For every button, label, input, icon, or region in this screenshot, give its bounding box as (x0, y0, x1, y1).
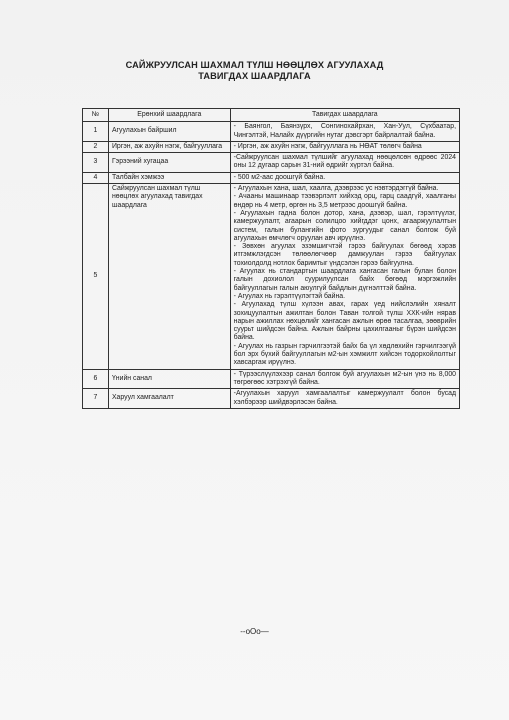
table-row (83, 153, 460, 173)
detail-paragraph: - Баянгол, Баянзүрх, Сонгинохайрхан, Хан-Уул, Сүхбаатар, Чингэлтэй, Налайх дүүргийн нутаг дэвсгэрт байрлалтай байна. (233, 123, 456, 139)
detail-paragraph: - Агуулах нь газрын гэрчилгээтэй байх ба үл хөдлөхийн гэрчилгээгүй бол эрх бүхий байгууллагын м2-ын хэмжилт хийсэн тодорхойлолтыг хавсаргаж ирүүлнэ. (233, 342, 456, 367)
row-requirement: Харуул хамгаалалт (108, 389, 230, 409)
detail-paragraph: -Сайжруулсан шахмал түлшийг агуулахад нөөцөлсөн өдрөөс 2024 оны 12 дугаар сарын 31-ний өдрийг хүртэл байна. (233, 154, 456, 170)
row-number: 4 (83, 172, 109, 183)
table-header-row (83, 109, 460, 122)
row-requirement: Иргэн, аж ахуйн нэгж, байгууллага (108, 141, 230, 152)
row-number: 3 (83, 153, 109, 173)
title-line-1: САЙЖРУУЛСАН ШАХМАЛ ТҮЛШ НӨӨЦЛӨХ АГУУЛАХАД (125, 60, 384, 70)
detail-paragraph: - Агуулахын хана, шал, хаалга, дээврээс ус нэвтэрдэггүй байна. (233, 185, 439, 193)
detail-paragraph: - Агуулах нь стандартын шаардлага хангасан галын булан болон галын дохиолол суурилуулсан байх бөгөөд мэргэжлийн байгууллагын галын аюулгүй байдлын дүгнэлттэй байна. (233, 268, 456, 292)
table-row (83, 122, 460, 142)
detail-paragraph: - Агуулахад түлш хүлээн авах, гарах үед нийслэлийн хяналт зохицуулалтын ажилтан болон Таван толгой түлш ХХК-ийн нярав нарын ажиллах нөхцөлийг хангасан ажлын өрөө тасалгаа, зөөврийн суурьт шийдсэн байна. Ажлын байрны цахилгааныг бүрэн шийдсэн байна. (233, 301, 456, 342)
table-row (83, 141, 460, 152)
header-number: № (83, 109, 109, 122)
detail-paragraph: - 500 м2-аас доошгүй байна. (233, 173, 326, 181)
row-requirement: Сайжруулсан шахмал түлш нөөцлөх агуулахад тавигдах шаардлага (108, 184, 230, 370)
row-number: 5 (83, 184, 109, 370)
row-details (230, 141, 459, 152)
detail-paragraph: - Агуулах нь гэрэлтүүлэгтэй байна. (233, 292, 346, 300)
requirements-table (82, 108, 460, 409)
table-row (83, 184, 460, 370)
row-requirement: Үнийн санал (108, 369, 230, 389)
row-details (230, 389, 459, 409)
row-number: 1 (83, 122, 109, 142)
table-row (83, 389, 460, 409)
row-requirement: Гэрээний хугацаа (108, 153, 230, 173)
detail-paragraph: - Агуулахын гадна болон дотор, хана, дээвэр, шал, гэрэлтүүлэг, камержуулалт, агаарын солилцоо хийгддэг цонх, агааржуулалтын систем, галын булангийн фото зургуудыг санал болгож буй агуулахын өмчлөгч оруулан авч ирүүлнэ. (233, 209, 456, 242)
row-details (230, 153, 459, 173)
header-detailed-requirement: Тавигдах шаардлага (230, 109, 459, 122)
row-details (230, 172, 459, 183)
document-footer: --oOo— (240, 627, 269, 636)
table-row (83, 172, 460, 183)
detail-paragraph: - Ачааны машинаар тээвэрлэлт хийхэд орц, гарц саадгүй, хаалганы өндөр нь 4 метр, өргөн нь 3,5 метрээс доошгүй байна. (233, 193, 456, 209)
detail-paragraph: - Иргэн, аж ахуйн нэгж, байгууллага нь НӨАТ төлөгч байна (233, 142, 422, 150)
header-general-requirement: Ерөнхий шаардлага (108, 109, 230, 122)
row-requirement: Талбайн хэмжээ (108, 172, 230, 183)
row-number: 7 (83, 389, 109, 409)
row-details (230, 369, 459, 389)
table-body (83, 122, 460, 409)
table-row (83, 369, 460, 389)
row-number: 2 (83, 141, 109, 152)
title-line-2: ТАВИГДАХ ШААРДЛАГА (198, 71, 311, 81)
detail-paragraph: - Түрээслүүлэхээр санал болгож буй агуулахын м2-ын үнэ нь 8,000 төгрөгөөс хэтрэхгүй байна. (233, 370, 456, 386)
row-number: 6 (83, 369, 109, 389)
row-requirement: Агуулахын байршил (108, 122, 230, 142)
document-title (0, 60, 509, 82)
detail-paragraph: - Зөвхөн агуулах эзэмшигчтэй гэрээ байгуулах бөгөөд хэрэв итгэмжлэгдсэн төлөөлөгчөөр дамжуулан гэрээ байгуулах тохиолдолд нотлох баримтыг үндсэлэн гэрээ байгуулна. (233, 243, 456, 267)
row-details (230, 184, 459, 370)
row-details (230, 122, 459, 142)
detail-paragraph: -Агуулахын харуул хамгаалалтыг камержуулалт болон бусад хэлбэрээр шийдвэрлэсэн байна. (233, 390, 456, 406)
